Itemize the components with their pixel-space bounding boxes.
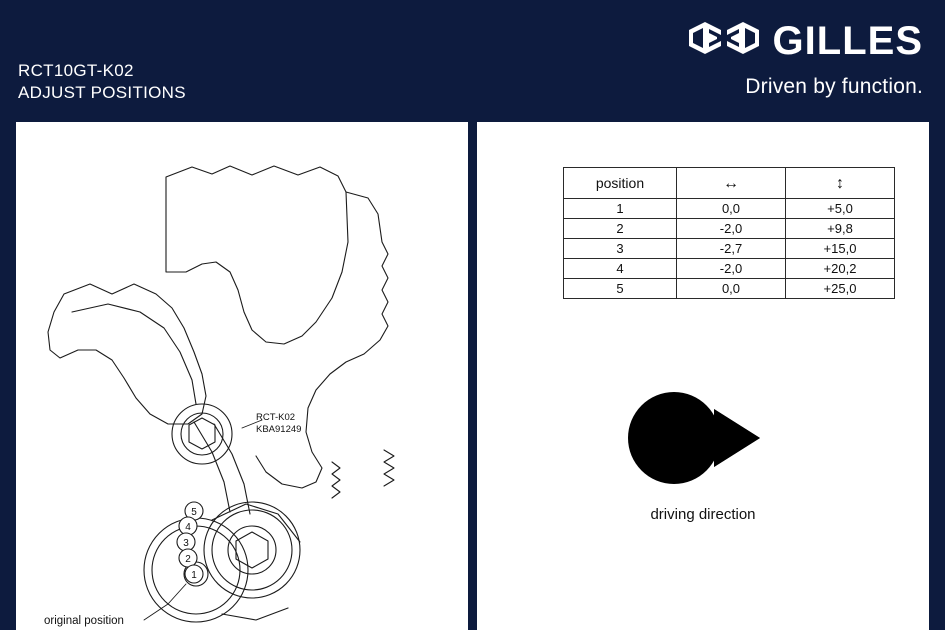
cell-vertical: +5,0 [786,199,895,219]
cell-vertical: +25,0 [786,279,895,299]
info-panel [477,122,929,630]
brand-tagline: Driven by function. [745,75,923,98]
driving-direction-label: driving direction [650,506,756,523]
cell-position: 4 [564,259,677,279]
svg-text:5: 5 [191,507,197,518]
cell-vertical: +15,0 [786,239,895,259]
cell-vertical: +9,8 [786,219,895,239]
svg-text:4: 4 [185,522,191,533]
header [0,0,945,118]
part-number-line2: KBA91249 [256,423,302,435]
part-number-callout [256,412,301,436]
vertical-arrow-glyph: ↕ [836,174,844,192]
title-line-model: RCT10GT-K02 [18,61,134,80]
cell-horizontal: -2,7 [677,239,786,259]
table-body [564,199,895,299]
cell-position: 3 [564,239,677,259]
table-header-row [564,168,895,199]
technical-drawing [16,122,468,630]
adjust-positions-table [563,167,895,299]
cell-position: 5 [564,279,677,299]
page-title [18,60,186,104]
drawing-panel [16,122,468,630]
title-line-subtitle: ADJUST POSITIONS [18,82,186,102]
brand-row [687,18,923,63]
cell-vertical: +20,2 [786,259,895,279]
table-row [564,239,895,259]
driving-direction-arrow-icon [618,476,788,493]
table-row [564,219,895,239]
table-row [564,259,895,279]
cell-position: 1 [564,199,677,219]
vertical-double-arrow-icon [786,168,895,199]
original-position-label: original position [44,615,124,627]
gilles-g-logo-icon [687,18,761,63]
cell-position: 2 [564,219,677,239]
svg-text:2: 2 [185,554,191,565]
brand-name: GILLES [772,18,923,63]
svg-text:3: 3 [183,538,189,549]
driving-direction-block [477,387,929,523]
cell-horizontal: -2,0 [677,259,786,279]
horizontal-arrow-glyph: ↔ [723,174,739,192]
table-row [564,279,895,299]
part-number-line1: RCT-K02 [256,412,296,423]
table-row [564,199,895,219]
header-position: position [564,168,677,199]
svg-text:1: 1 [191,570,197,581]
brand-block [687,18,923,99]
horizontal-double-arrow-icon [677,168,786,199]
adjust-positions-table-wrap [563,167,895,299]
cell-horizontal: 0,0 [677,279,786,299]
cell-horizontal: 0,0 [677,199,786,219]
cell-horizontal: -2,0 [677,219,786,239]
